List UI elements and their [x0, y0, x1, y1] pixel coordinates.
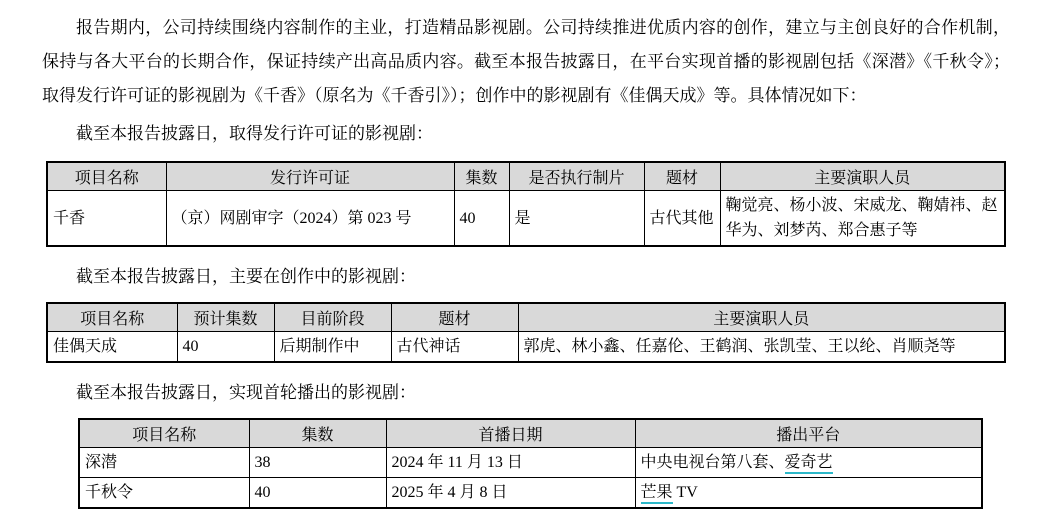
column-header-premiere-date: 首播日期	[386, 419, 635, 448]
column-header-project-name: 项目名称	[79, 419, 249, 448]
licensed-section-heading: 截至本报告披露日，取得发行许可证的影视剧：	[76, 124, 433, 143]
cell-cast: 鞠觉亮、杨小波、宋威龙、鞠婧祎、赵华为、刘梦芮、郑合惠子等	[720, 191, 1005, 247]
platform-underlined-text: 芒果	[641, 484, 673, 504]
licensed-dramas-table	[46, 161, 1006, 247]
column-header-platform: 播出平台	[635, 419, 982, 448]
cell-license: （京）网剧审字（2024）第 023 号	[166, 191, 454, 247]
column-header-project-name: 项目名称	[47, 162, 166, 191]
premiered-section-heading: 截至本报告披露日，实现首轮播出的影视剧：	[76, 383, 416, 402]
cell-planned-episodes: 40	[177, 332, 274, 363]
column-header-genre: 题材	[644, 162, 720, 191]
cell-project-name: 深潜	[79, 448, 249, 478]
cell-cast: 郭虎、林小鑫、任嘉伦、王鹤润、张凯莹、王以纶、肖顺尧等	[518, 332, 1005, 363]
in-production-table-header-row	[47, 303, 1005, 332]
cell-premiere-date: 2025 年 4 月 8 日	[386, 478, 635, 509]
column-header-cast: 主要演职人员	[518, 303, 1005, 332]
platform-text: 中央电视台第八套、	[640, 454, 785, 471]
premiered-dramas-table	[78, 418, 983, 509]
premiered-table-header-row	[79, 419, 982, 448]
cell-genre: 古代其他	[644, 191, 720, 247]
platform-underlined-text: 爱奇艺	[785, 454, 833, 474]
cell-episodes: 38	[249, 448, 386, 478]
platform-text-suffix: TV	[672, 484, 698, 501]
cell-genre: 古代神话	[391, 332, 518, 363]
cell-executive-production: 是	[509, 191, 644, 247]
column-header-executive-production: 是否执行制片	[509, 162, 644, 191]
column-header-episodes: 集数	[454, 162, 509, 191]
cell-platform	[635, 448, 982, 478]
column-header-genre: 题材	[391, 303, 518, 332]
cell-episodes: 40	[454, 191, 509, 247]
column-header-project-name: 项目名称	[47, 303, 177, 332]
cell-platform	[635, 478, 982, 509]
cell-premiere-date: 2024 年 11 月 13 日	[386, 448, 635, 478]
licensed-table-header-row	[47, 162, 1005, 191]
cell-project-name: 千秋令	[79, 478, 249, 509]
cell-project-name: 千香	[47, 191, 166, 247]
intro-paragraph: 报告期内，公司持续围绕内容制作的主业，打造精品影视剧。公司持续推进优质内容的创作，建立与主创良好的合作机制，保持与各大平台的长期合作，保证持续产出高品质内容。截至本报告披露日，在平台实现首播的影视剧包括《深潜》《千秋令》；取得发行许可证的影视剧为《千香》（原名为《千香引》）；创作中的影视剧有《佳偶天成》等。具体情况如下：	[42, 18, 1010, 105]
in-production-section-heading: 截至本报告披露日，主要在创作中的影视剧：	[76, 267, 416, 286]
column-header-current-stage: 目前阶段	[274, 303, 391, 332]
table-row	[47, 332, 1005, 363]
table-row	[47, 191, 1005, 247]
table-row	[79, 448, 982, 478]
column-header-planned-episodes: 预计集数	[177, 303, 274, 332]
table-row	[79, 478, 982, 509]
cell-current-stage: 后期制作中	[274, 332, 391, 363]
column-header-episodes: 集数	[249, 419, 386, 448]
column-header-license: 发行许可证	[166, 162, 454, 191]
cell-project-name: 佳偶天成	[47, 332, 177, 363]
in-production-dramas-table	[46, 302, 1006, 363]
column-header-cast: 主要演职人员	[720, 162, 1005, 191]
cell-episodes: 40	[249, 478, 386, 509]
